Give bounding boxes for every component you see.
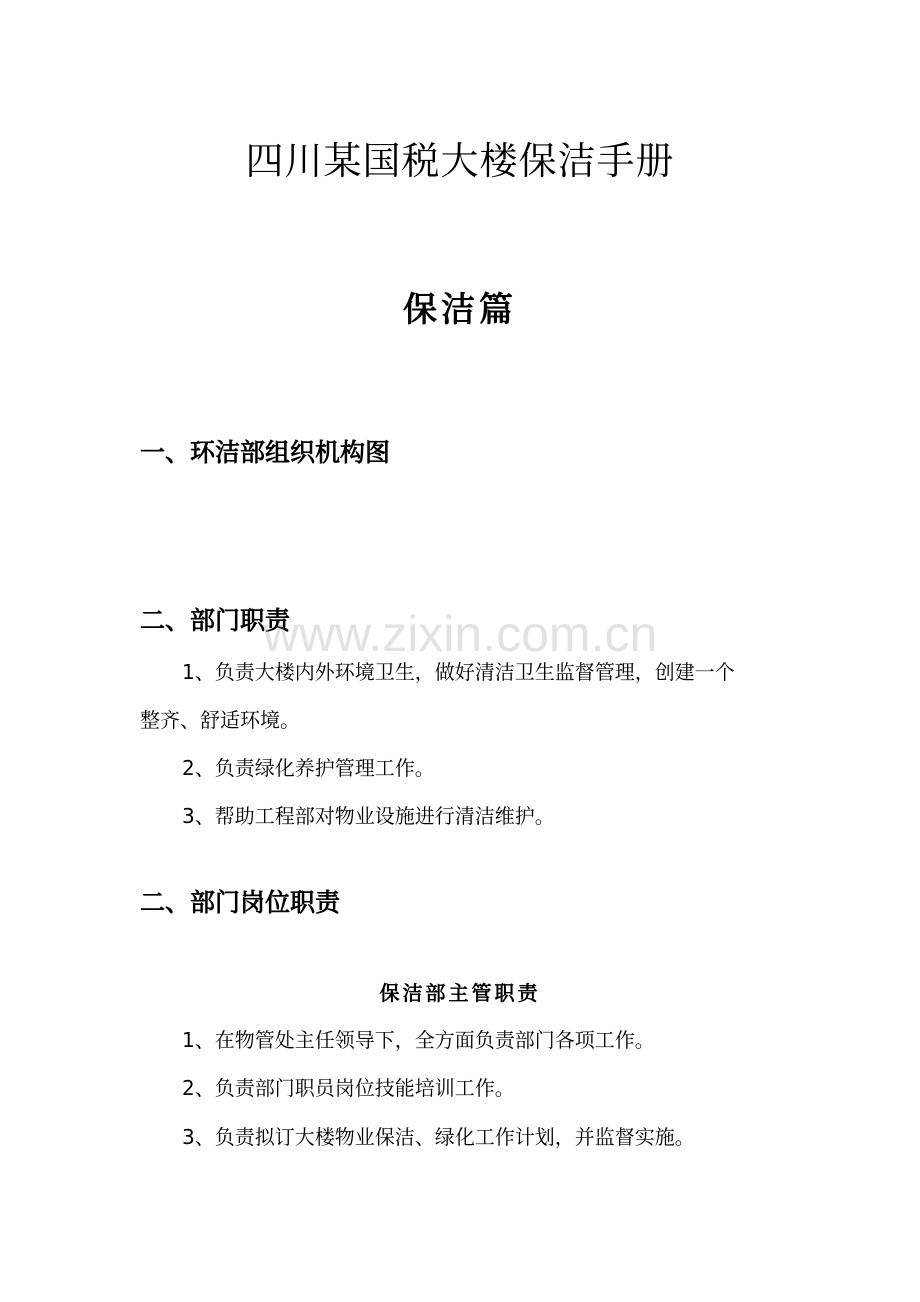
section-heading-post-duties: 二、部门岗位职责 — [140, 888, 341, 917]
watermark: www.zixin.com.cn — [262, 606, 658, 662]
duty-item-3: 3、帮助工程部对物业设施进行清洁维护。 — [182, 804, 555, 828]
duty-item-1: 1、负责大楼内外环境卫生，做好清洁卫生监督管理，创建一个 — [182, 660, 735, 684]
supervisor-duties-subheading: 保洁部主管职责 — [379, 981, 541, 1005]
supervisor-duty-item-2: 2、负责部门职员岗位技能培训工作。 — [182, 1076, 515, 1100]
document-title: 四川某国税大楼保洁手册 — [245, 139, 675, 183]
supervisor-duty-item-3: 3、负责拟订大楼物业保洁、绿化工作计划，并监督实施。 — [182, 1125, 695, 1149]
section-heading-org-chart: 一、环洁部组织机构图 — [140, 438, 391, 467]
document-subtitle: 保洁篇 — [403, 290, 517, 330]
duty-item-1-continued: 整齐、舒适环境。 — [140, 708, 300, 732]
duty-item-2: 2、负责绿化养护管理工作。 — [182, 756, 435, 780]
supervisor-duty-item-1: 1、在物管处主任领导下，全方面负责部门各项工作。 — [182, 1028, 655, 1052]
section-heading-department-duties: 二、部门职责 — [140, 606, 291, 635]
